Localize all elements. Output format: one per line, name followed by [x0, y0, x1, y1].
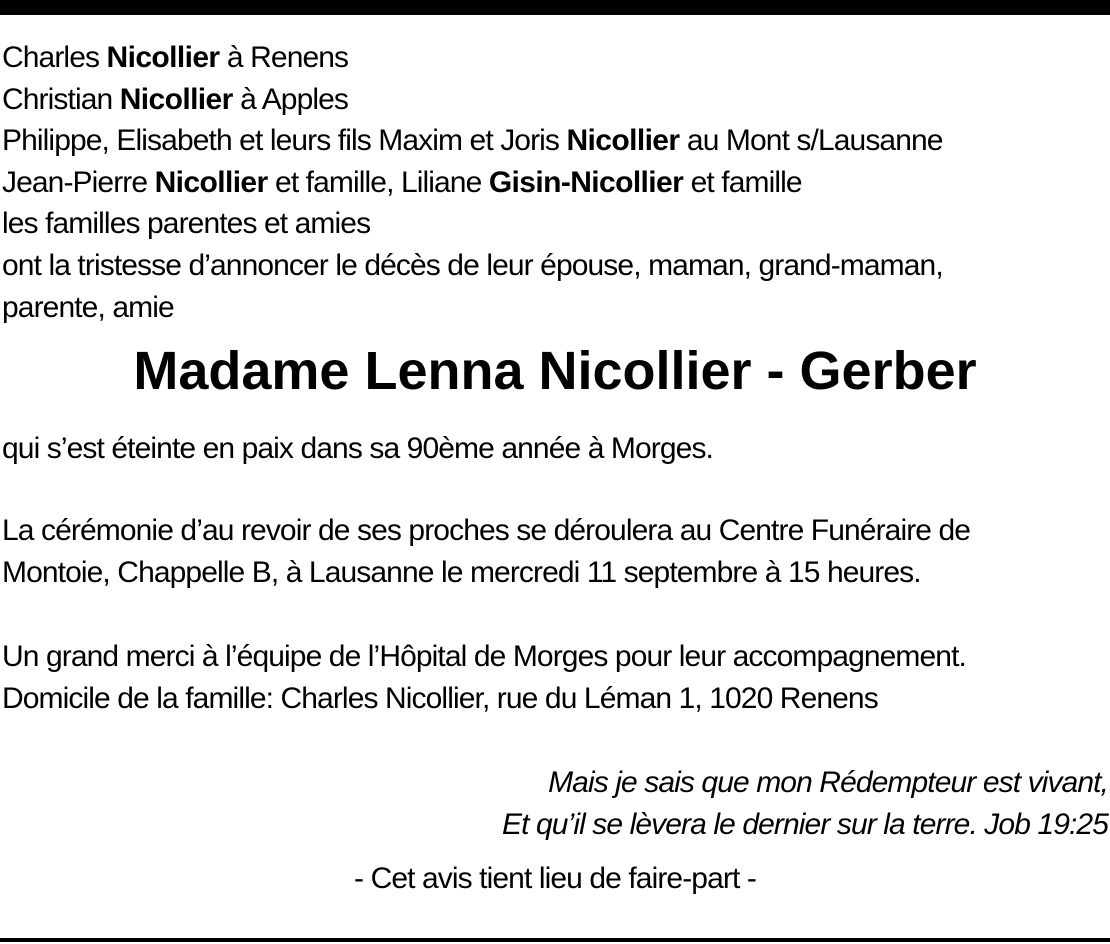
- family-line: [2, 120, 1108, 162]
- family-surname: Nicollier: [119, 82, 233, 116]
- ceremony-details: [2, 510, 1110, 594]
- announcement-line: ont la tristesse d’annoncer le décès de leur épouse, maman, grand-maman,: [2, 248, 943, 282]
- announcement-line: parente, amie: [2, 290, 174, 324]
- address-line: Domicile de la famille: Charles Nicollier, rue du Léman 1, 1020 Renens: [2, 682, 878, 715]
- thanks-line: Un grand merci à l’équipe de l’Hôpital de Morges pour leur accompagnement.: [2, 640, 966, 673]
- location-text: à Renens: [219, 41, 349, 74]
- family-line: [2, 162, 1108, 204]
- given-name: Christian: [2, 82, 120, 116]
- family-surname: Nicollier: [106, 41, 220, 74]
- family-surname: Nicollier: [154, 165, 268, 199]
- family-line: les familles parentes et amies: [2, 207, 371, 241]
- footer-note: - Cet avis tient lieu de faire-part -: [354, 862, 756, 895]
- family-line: [2, 37, 1108, 79]
- ceremony-line: La cérémonie d’au revoir de ses proches se déroulera au Centre Funéraire de: [2, 514, 971, 547]
- relation-text: et famille, Liliane: [267, 165, 489, 199]
- family-list: [2, 37, 1108, 328]
- bottom-border-rule: [0, 938, 1110, 942]
- family-surname: Nicollier: [566, 124, 680, 158]
- verse-line: Et qu’il se lèvera le dernier sur la terre. Job 19:25: [502, 808, 1108, 841]
- announcement-line: qui s’est éteinte en paix dans sa 90ème année à Morges.: [2, 432, 713, 465]
- thanks-and-address: [2, 636, 1110, 720]
- location-text: au Mont s/Lausanne: [679, 124, 943, 158]
- passing-announcement: [2, 428, 1110, 470]
- location-text: à Apples: [232, 82, 349, 116]
- ceremony-line: Montoie, Chappelle B, à Lausanne le mercredi 11 septembre à 15 heures.: [2, 556, 921, 589]
- given-name: Jean-Pierre: [2, 165, 155, 199]
- given-name: Philippe, Elisabeth et leurs fils Maxim et Joris: [2, 124, 567, 158]
- relation-text: et famille: [683, 165, 802, 199]
- given-name: Charles: [2, 41, 107, 74]
- deceased-name-heading: Madame Lenna Nicollier - Gerber: [133, 341, 977, 401]
- family-surname: Gisin-Nicollier: [488, 165, 684, 199]
- scripture-verse: [308, 762, 1108, 846]
- top-border-rule: [0, 0, 1110, 15]
- family-line: [2, 79, 1108, 121]
- verse-line: Mais je sais que mon Rédempteur est vivant,: [548, 766, 1108, 799]
